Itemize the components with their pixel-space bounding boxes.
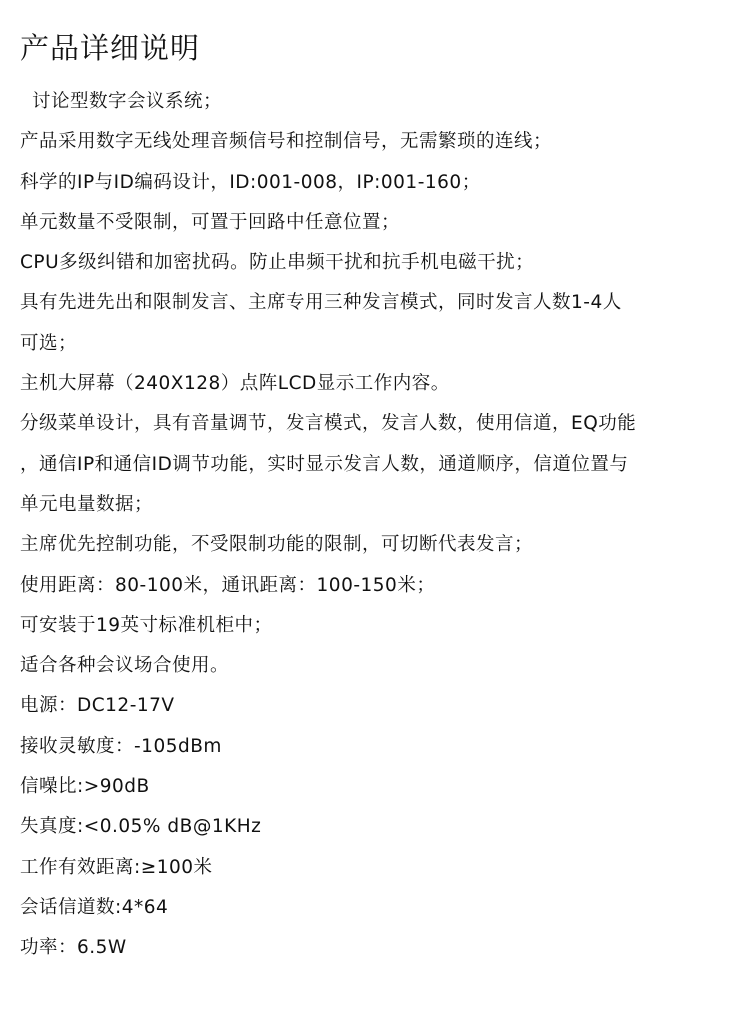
spec-line: 会话信道数:4*64 (20, 896, 169, 918)
spec-line: 工作有效距离:≥100米 (20, 856, 213, 878)
spec-line: 接收灵敏度：-105dBm (20, 735, 222, 757)
spec-line: ，通信IP和通信ID调节功能，实时显示发言人数，通道顺序，信道位置与 (20, 453, 629, 475)
page-title: 产品详细说明 (20, 31, 201, 65)
spec-line: 使用距离：80-100米，通讯距离：100-150米； (20, 574, 436, 596)
spec-line: 单元数量不受限制，可置于回路中任意位置； (20, 211, 401, 233)
spec-lines (20, 82, 740, 969)
spec-line: 主机大屏幕（240X128）点阵LCD显示工作内容。 (20, 373, 450, 395)
spec-line: 失真度:<0.05% dB@1KHz (20, 816, 262, 838)
spec-line: 可选； (20, 332, 78, 354)
spec-line: 产品采用数字无线处理音频信号和控制信号，无需繁琐的连线； (20, 131, 553, 153)
spec-line: 具有先进先出和限制发言、主席专用三种发言模式，同时发言人数1-4人 (20, 292, 622, 314)
spec-line: 分级菜单设计，具有音量调节，发言模式，发言人数，使用信道，EQ功能 (20, 413, 637, 435)
spec-document (20, 30, 740, 969)
spec-line: 科学的IP与ID编码设计，ID:001-008，IP:001-160； (20, 171, 481, 193)
spec-line: 单元电量数据； (20, 493, 154, 515)
spec-line: 电源：DC12-17V (20, 695, 175, 717)
spec-line: 主席优先控制功能，不受限制功能的限制，可切断代表发言； (20, 534, 534, 556)
spec-line: 功率：6.5W (20, 937, 127, 959)
spec-line: 讨论型数字会议系统； (32, 91, 223, 112)
spec-line: 适合各种会议场合使用。 (20, 655, 230, 677)
spec-line: 信噪比:>90dB (20, 776, 150, 798)
spec-line: 可安装于19英寸标准机柜中； (20, 614, 273, 636)
spec-line: CPU多级纠错和加密扰码。防止串频干扰和抗手机电磁干扰； (20, 252, 535, 274)
